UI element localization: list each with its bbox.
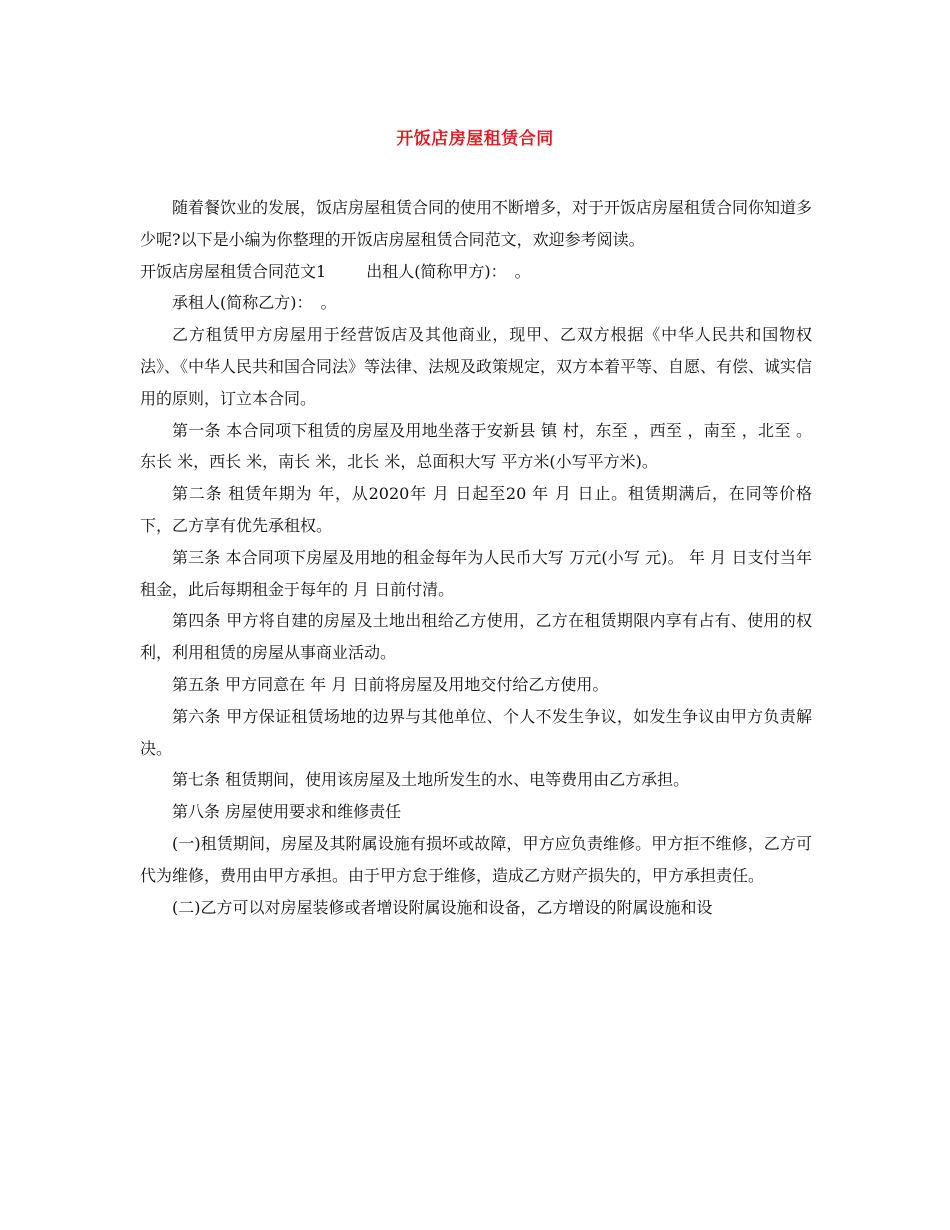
article-5: 第五条 甲方同意在 年 月 日前将房屋及用地交付给乙方使用。 [172,674,609,694]
article-3: 第三条 本合同项下房屋及用地的租金每年为人民币大写 万元(小写 元)。 年 月 日支付当年租金，此后每期租金于每年的 月 日前付清。 [140,547,812,599]
sample-heading-line [140,256,812,288]
intro-paragraph: 随着餐饮业的发展，饭店房屋租赁合同的使用不断增多，对于开饭店房屋租赁合同你知道多少呢?以下是小编为你整理的开饭店房屋租赁合同范文，欢迎参考阅读。 [140,198,813,249]
article-2: 第二条 租赁年期为 年，从2020年 月 日起至20 年 月 日止。租赁期满后，在同等价格下，乙方享有优先承租权。 [140,484,812,535]
article-1: 第一条 本合同项下租赁的房屋及用地坐落于安新县 镇 村，东至 ，西至 ，南至 ，北至 。东长 米，西长 米，南长 米，北长 米，总面积大写 平方米(小写平方米)。 [140,420,812,472]
article-7: 第七条 租赁期间，使用该房屋及土地所发生的水、电等费用由乙方承担。 [172,770,690,790]
sample-heading: 开饭店房屋租赁合同范文1 [140,261,327,281]
clause-8-1: (一)租赁期间，房屋及其附属设施有损坏或故障，甲方应负责维修。甲方拒不维修，乙方可代为维修，费用由甲方承担。由于甲方怠于维修，造成乙方财产损失的，甲方承担责任。 [140,833,812,885]
article-6: 第六条 甲方保证租赁场地的边界与其他单位、个人不发生争议，如发生争议由甲方负责解决。 [140,706,812,758]
lessor-line: 出租人(简称甲方)： 。 [366,261,531,281]
document-body [140,192,812,923]
article-8: 第八条 房屋使用要求和维修责任 [172,802,402,822]
article-4: 第四条 甲方将自建的房屋及土地出租给乙方使用，乙方在租赁期限内享有占有、使用的权利，利用租赁的房屋从事商业活动。 [140,611,812,663]
clause-8-2: (二)乙方可以对房屋装修或者增设附属设施和设备，乙方增设的附属设施和设 [172,897,713,917]
document-title: 开饭店房屋租赁合同 [396,129,554,149]
preamble-paragraph: 乙方租赁甲方房屋用于经营饭店及其他商业，现甲、乙双方根据《中华人民共和国物权法》、《中华人民共和国合同法》等法律、法规及政策规定，双方本着平等、自愿、有偿、诚实信用的原则，订立本合同。 [140,325,813,408]
lessee-line: 承租人(简称乙方)： 。 [172,293,337,313]
